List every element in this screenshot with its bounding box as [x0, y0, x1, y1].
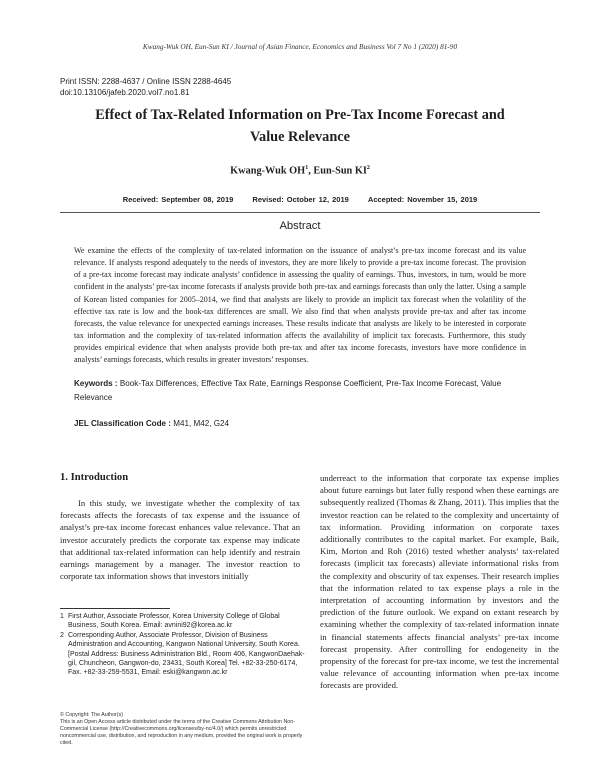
footnote-number: 2: [60, 631, 64, 639]
author-separator: ,: [308, 165, 314, 177]
footnote: [60, 612, 305, 631]
abstract-text: We examine the effects of the complexity of tax-related information on the issuance of analyst’s pre-tax income forecast and its value relevance. If analysts respond adequately to the needs of investors, they are more likely to provide a pre-tax income forecast. The provision of a pre-tax income forecast may indicate analysts’ confidence in assessing the quality of earnings. Thus, investors, in turn, would be more confident in the analysts’ pre-tax income forecasts if analysts provide both pre-tax and earnings forecasts than only the latter. Using a sample of Korean listed companies for 2005–2014, we find that analysts are likely to provide an implicit tax forecast when the volatility of the effective tax rate is low and the book-tax differences are small. We also find that when analysts provide pre-tax and after tax income forecasts, the value relevance for unexpected earnings increases. These results indicate that analysts are likely to be interested in corporate tax information and the complexity of tax-related information affects the availability of implicit tax forecasts. Furthermore, this study provides empirical evidence that when analysts provide both pre-tax and after tax income forecasts, investors have more confidence in analysts’ earnings forecasts, which results in greater investors’ responses.: [74, 246, 526, 365]
keywords-text: Book-Tax Differences, Effective Tax Rate, Earnings Response Coefficient, Pre-Tax Income Forecast, Value Relevance: [74, 379, 502, 402]
keywords-label: Keywords :: [74, 379, 118, 388]
footnote: [60, 631, 305, 678]
issn-block: [60, 76, 231, 98]
section-heading: 1. Introduction: [60, 472, 129, 483]
jel-label: JEL Classification Code :: [74, 419, 171, 428]
keywords: [74, 377, 526, 404]
body-paragraph: In this study, we investigate whether the complexity of tax forecasts affects the forecasts of tax expense and the issuance of analyst’s pre-tax income forecast enhances value relevance. That an investor accurately predicts the corporate tax expense may indicate that additional tax-related information can help identify and restrain earnings management by a manager. The investor reaction to corporate tax information shows that investors initially: [60, 498, 300, 582]
body-column-right: [320, 472, 559, 692]
footnote-text: Corresponding Author, Associate Professor, Division of Business Administration and Accounting, Kangwon National University, South Korea. [Postal Address: Business Administration Bld., Room 406, KangwonDaehak-gil, Chuncheon, Gangwon-do, 23431, South Korea] Tel. +82-33-250-6174, Fax. +82-33-259-5531, Email: eski@kangwon.ac.kr: [68, 631, 305, 677]
copyright-line: © Copyright: The Author(s): [60, 712, 123, 718]
license-notice: [60, 712, 305, 747]
footnote-number: 1: [60, 613, 64, 620]
title-line-1: Effect of Tax-Related Information on Pre-Tax Income Forecast and: [95, 107, 505, 123]
revised-date: Revised: October 12, 2019: [252, 195, 349, 204]
body-column-left: [60, 497, 300, 582]
author-mark: 2: [366, 165, 370, 171]
abstract-heading: Abstract: [279, 220, 321, 232]
paper-title: [60, 104, 540, 148]
accepted-date: Accepted: November 15, 2019: [367, 195, 478, 204]
jel-codes: M41, M42, G24: [171, 419, 230, 428]
author-mark: 1: [305, 165, 309, 171]
author-list: [0, 165, 600, 176]
received-date: Received: September 08, 2019: [122, 195, 234, 204]
running-header: Kwang-Wuk OH, Eun-Sun KI / Journal of Asian Finance, Economics and Business Vol 7 No 1 (2020) 81-90: [142, 42, 458, 51]
doi-line: doi:10.13106/jafeb.2020.vol7.no1.81: [60, 88, 190, 97]
license-text: This is an Open Access article distributed under the terms of the Creative Commons Attribution Non-Commercial License (http://Creativecommons.org/licenses/by-nc/4.0/) which permits unrestricted noncommercial use, distribution, and reproduction in any medium, provided the original work is properly cited.: [60, 719, 303, 747]
jel-classification: [74, 419, 526, 428]
footnote-text: First Author, Associate Professor, Korea University College of Global Business, South Korea. Email: avnini92@korea.ac.kr: [68, 613, 280, 630]
issn-line: Print ISSN: 2288-4637 / Online ISSN 2288-4645: [60, 77, 232, 86]
footnote-divider: [60, 608, 170, 609]
submission-dates: [0, 195, 600, 204]
header-divider: [60, 212, 540, 213]
author-name: Eun-Sun KI: [313, 165, 367, 177]
title-line-2: Value Relevance: [250, 129, 350, 145]
footnotes: [60, 612, 305, 678]
body-paragraph: underreact to the information that corporate tax expense implies about future earnings but later fully respond when these earnings are subsequently realized (Thomas & Zhang, 2011). This implies that the investor reaction can be related to the complexity and uncertainty of tax information. Providing information on corporate taxes additionally contributes to the capital market. For example, Baik, Kim, Morton and Roh (2016) tested whether analysts’ tax-related forecasts (implicit tax forecasts) alleviate informational risks from the complexity and obscurity of tax expenses. Their research implies that the information related to tax expense plays a role in the interpretation of accounting information by investors and the prediction of the future outlook. We expand on extant research by examining whether the complexity of tax-related information innate in financial statements affects financial analysts’ pre-tax income forecast propensity. After controlling for endogeneity in the propensity of the forecast for pre-tax income, we test the incremental value relevance of accounting information when pre-tax income forecasts are provided.: [320, 473, 559, 691]
author-name: Kwang-Wuk OH: [230, 165, 306, 177]
